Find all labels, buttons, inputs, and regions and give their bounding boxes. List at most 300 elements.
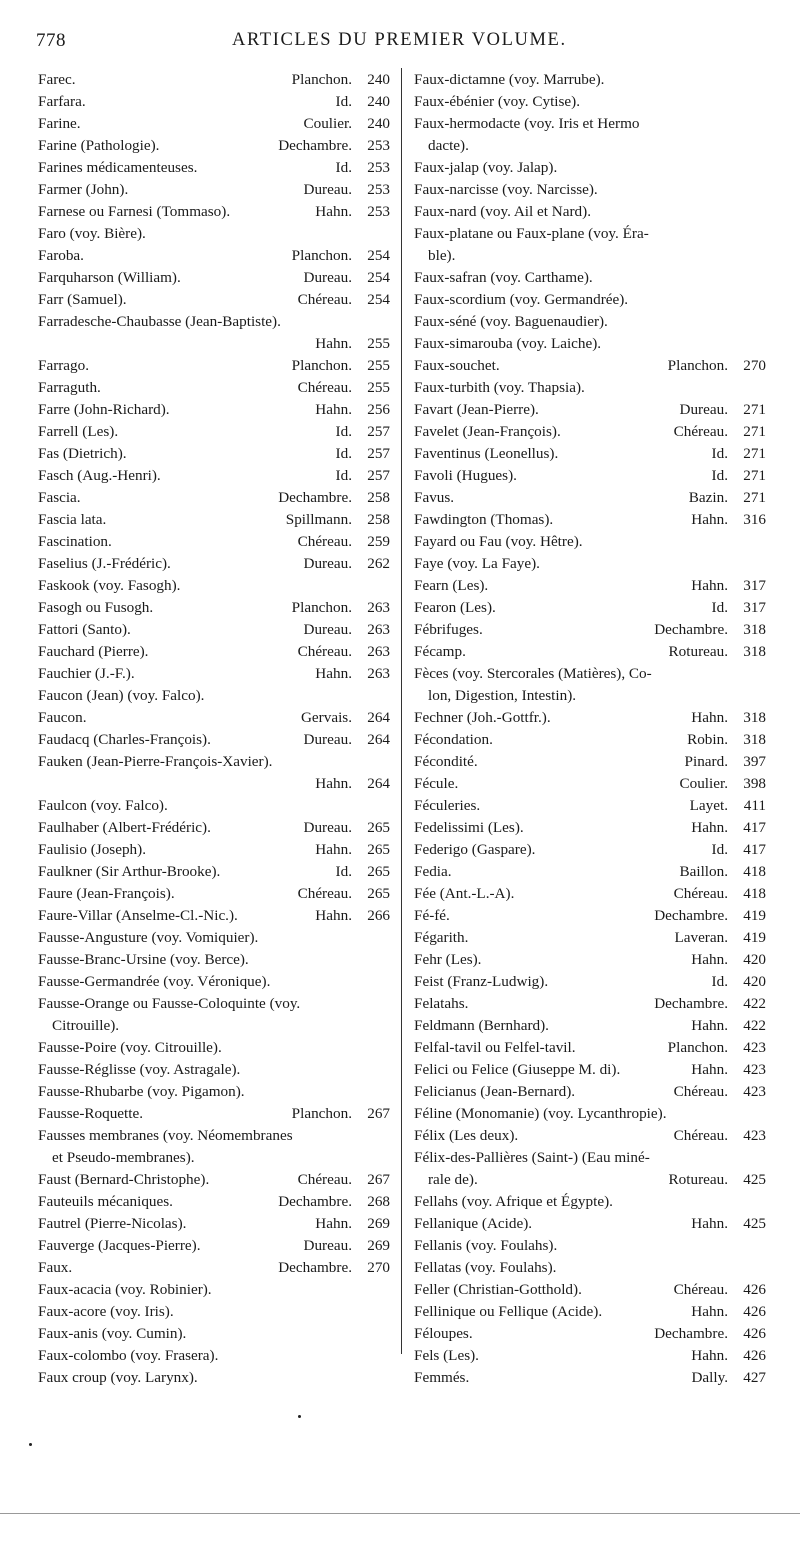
entry-author: Chéreau. [673, 885, 728, 902]
entry-page: 264 [367, 709, 390, 726]
running-title: ARTICLES DU PREMIER VOLUME. [232, 30, 567, 50]
entry-page: 240 [367, 93, 390, 110]
entry-author: Dechambre. [654, 1325, 728, 1342]
entry-author: Planchon. [291, 71, 352, 88]
entry-heading: Faux-nard (voy. Ail et Nard). [414, 203, 591, 220]
entry-author: Hahn. [691, 819, 728, 836]
entry-heading: Faye (voy. La Faye). [414, 555, 540, 572]
index-entry [414, 1323, 766, 1345]
entry-author: Hahn. [691, 1215, 728, 1232]
entry-heading: Fasogh ou Fusogh. Planchon. 263 [38, 597, 390, 619]
entry-author: Rotureau. [668, 1171, 728, 1188]
entry-heading: Fellanis (voy. Foulahs). [414, 1237, 558, 1254]
index-entry [414, 421, 766, 443]
entry-page: 270 [743, 357, 766, 374]
entry-heading: Faux-simarouba (voy. Laiche). [414, 335, 602, 352]
column-divider [401, 68, 402, 1354]
entry-continuation: dacte). [428, 137, 469, 154]
entry-author: Id. [711, 841, 728, 858]
index-entry [414, 201, 766, 223]
entry-heading: Feldmann (Bernhard). Hahn. 422 [414, 1015, 766, 1037]
entry-heading: Farine (Pathologie). Dechambre. 253 [38, 135, 390, 157]
index-entry [38, 1191, 390, 1213]
entry-reference [336, 443, 390, 465]
index-entry [414, 311, 766, 333]
entry-author: Hahn. [315, 203, 352, 220]
entry-page: 266 [367, 907, 390, 924]
entry-reference [712, 971, 766, 993]
entry-heading: Fée (Ant.-L.-A). Chéreau. 418 [414, 883, 766, 905]
index-entry [38, 575, 390, 597]
entry-page: 253 [367, 181, 390, 198]
entry-page: 423 [743, 1083, 766, 1100]
index-entry [414, 91, 766, 113]
entry-page: 268 [367, 1193, 390, 1210]
entry-reference [292, 245, 390, 267]
entry-author: Bazin. [688, 489, 728, 506]
entry-heading: Faux-jalap (voy. Jalap). [414, 159, 558, 176]
entry-reference [304, 179, 391, 201]
entry-author: Planchon. [291, 599, 352, 616]
entry-heading: Féline (Monomanie) (voy. Lycanthropie). [414, 1105, 667, 1122]
entry-heading: Fécondité. Pinard. 397 [414, 751, 766, 773]
entry-reference [315, 1213, 390, 1235]
index-entry [414, 465, 766, 487]
entry-author: Dechambre. [278, 1193, 352, 1210]
index-entry [38, 1367, 390, 1389]
entry-page: 418 [743, 863, 766, 880]
index-entry [414, 993, 766, 1015]
entry-reference [691, 575, 766, 597]
entry-reference [712, 443, 766, 465]
entry-page: 423 [743, 1039, 766, 1056]
entry-heading: Fauchard (Pierre). Chéreau. 263 [38, 641, 390, 663]
index-entry [38, 751, 390, 795]
entry-heading: Faux. Dechambre. 270 [38, 1257, 390, 1279]
entry-reference [685, 751, 766, 773]
entry-heading: Faust (Bernard-Christophe). Chéreau. 267 [38, 1169, 390, 1191]
index-entry [38, 1103, 390, 1125]
entry-heading: Felici ou Felice (Giuseppe M. di). Hahn. 423 [414, 1059, 766, 1081]
entry-heading: Féculeries. Layet. 411 [414, 795, 766, 817]
index-entry [414, 289, 766, 311]
index-entry [38, 707, 390, 729]
entry-heading: Faux-turbith (voy. Thapsia). [414, 379, 585, 396]
index-entry [414, 531, 766, 553]
index-entry [414, 1213, 766, 1235]
entry-reference [712, 839, 766, 861]
entry-author: Dechambre. [278, 489, 352, 506]
entry-page: 425 [743, 1171, 766, 1188]
entry-continuation: et Pseudo-membranes). [52, 1149, 195, 1166]
entry-page: 269 [367, 1237, 390, 1254]
entry-continuation [38, 773, 390, 795]
entry-heading: Felicianus (Jean-Bernard). Chéreau. 423 [414, 1081, 766, 1103]
entry-reference [315, 663, 390, 685]
entry-reference [691, 1015, 766, 1037]
entry-author: Dureau. [303, 269, 352, 286]
entry-heading: Fearn (Les). Hahn. 317 [414, 575, 766, 597]
entry-page: 253 [367, 137, 390, 154]
entry-heading: Fauverge (Jacques-Pierre). Dureau. 269 [38, 1235, 390, 1257]
entry-heading: Felfal-tavil ou Felfel-tavil. Planchon. 423 [414, 1037, 766, 1059]
entry-reference [336, 861, 390, 883]
index-entry [414, 619, 766, 641]
entry-page: 271 [743, 401, 766, 418]
entry-page: 426 [743, 1325, 766, 1342]
entry-page: 316 [743, 511, 766, 528]
entry-author: Pinard. [684, 753, 728, 770]
index-entry [38, 1081, 390, 1103]
entry-reference [691, 1213, 766, 1235]
index-entry [414, 773, 766, 795]
index-entry [38, 245, 390, 267]
entry-heading: Fausse-Rhubarbe (voy. Pigamon). [38, 1083, 245, 1100]
entry-reference [315, 201, 390, 223]
entry-author: Dureau. [303, 1237, 352, 1254]
footer-rule [0, 1513, 800, 1514]
index-entry [414, 69, 766, 91]
entry-continuation [38, 333, 390, 355]
entry-author: Hahn. [315, 907, 352, 924]
entry-heading: Fausse-Orange ou Fausse-Coloquinte (voy. [38, 995, 301, 1012]
entry-heading: Feller (Christian-Gotthold). Chéreau. 426 [414, 1279, 766, 1301]
entry-page: 417 [743, 819, 766, 836]
index-entry [414, 641, 766, 663]
index-entry [38, 399, 390, 421]
index-entry [38, 201, 390, 223]
entry-author: Id. [335, 423, 352, 440]
entry-reference [687, 729, 766, 751]
entry-reference [304, 729, 391, 751]
index-entry [38, 729, 390, 751]
entry-author: Coulier. [303, 115, 352, 132]
index-entry [38, 509, 390, 531]
entry-heading: Faure-Villar (Anselme-Cl.-Nic.). Hahn. 266 [38, 905, 390, 927]
entry-heading: Farre (John-Richard). Hahn. 256 [38, 399, 390, 421]
entry-heading: Fellinique ou Fellique (Acide). Hahn. 426 [414, 1301, 766, 1323]
ink-speck [29, 1443, 32, 1446]
index-entry [414, 971, 766, 993]
index-entry [414, 839, 766, 861]
entry-heading: Faucon. Gervais. 264 [38, 707, 390, 729]
entry-heading: Fégarith. Laveran. 419 [414, 927, 766, 949]
entry-heading: Faure (Jean-François). Chéreau. 265 [38, 883, 390, 905]
entry-page: 255 [367, 357, 390, 374]
entry-author: Id. [711, 467, 728, 484]
entry-page: 257 [367, 445, 390, 462]
entry-heading: Farraguth. Chéreau. 255 [38, 377, 390, 399]
index-entry [38, 1301, 390, 1323]
entry-page: 257 [367, 467, 390, 484]
entry-author: Dureau. [679, 401, 728, 418]
entry-page: 423 [743, 1061, 766, 1078]
entry-heading: Faux-narcisse (voy. Narcisse). [414, 181, 598, 198]
entry-author: Planchon. [667, 1039, 728, 1056]
entry-heading: Favoli (Hugues). Id. 271 [414, 465, 766, 487]
index-entry [38, 355, 390, 377]
entry-author: Chéreau. [297, 379, 352, 396]
entry-heading: Fellahs (voy. Afrique et Égypte). [414, 1193, 613, 1210]
index-entry [38, 795, 390, 817]
index-entry [414, 355, 766, 377]
index-entry [38, 1169, 390, 1191]
entry-page: 265 [367, 819, 390, 836]
entry-reference [278, 135, 390, 157]
entry-reference [303, 113, 390, 135]
entry-page: 267 [367, 1105, 390, 1122]
entry-heading: Faux-séné (voy. Baguenaudier). [414, 313, 608, 330]
entry-reference [286, 509, 390, 531]
entry-page: 262 [367, 555, 390, 572]
entry-reference [315, 773, 390, 795]
index-entry [414, 795, 766, 817]
index-entry [414, 949, 766, 971]
entry-reference [278, 487, 390, 509]
index-entry [414, 1345, 766, 1367]
entry-heading: Fausse-Poire (voy. Citrouille). [38, 1039, 222, 1056]
entry-heading: Félix (Les deux). Chéreau. 423 [414, 1125, 766, 1147]
entry-reference [691, 1345, 766, 1367]
index-entry [414, 113, 766, 157]
entry-heading: Fébrifuges. Dechambre. 318 [414, 619, 766, 641]
entry-reference [680, 399, 767, 421]
index-entry [38, 223, 390, 245]
entry-author: Dureau. [303, 731, 352, 748]
entry-author: Hahn. [691, 1303, 728, 1320]
entry-heading: Fechner (Joh.-Gottfr.). Hahn. 318 [414, 707, 766, 729]
entry-heading: Fattori (Santo). Dureau. 263 [38, 619, 390, 641]
entry-heading: Favart (Jean-Pierre). Dureau. 271 [414, 399, 766, 421]
entry-author: Hahn. [691, 1017, 728, 1034]
index-entry [38, 861, 390, 883]
entry-reference [679, 861, 766, 883]
entry-heading: Fèces (voy. Stercorales (Matières), Co- [414, 665, 652, 682]
entry-author: Id. [711, 973, 728, 990]
entry-page: 256 [367, 401, 390, 418]
entry-page: 257 [367, 423, 390, 440]
entry-heading: Faulkner (Sir Arthur-Brooke). Id. 265 [38, 861, 390, 883]
entry-reference [336, 157, 390, 179]
entry-heading: Fehr (Les). Hahn. 420 [414, 949, 766, 971]
entry-page: 422 [743, 1017, 766, 1034]
entry-page: 318 [743, 643, 766, 660]
entry-page: 240 [367, 115, 390, 132]
entry-heading: Faro (voy. Bière). [38, 225, 146, 242]
entry-author: Dechambre. [278, 137, 352, 154]
index-entry [414, 883, 766, 905]
entry-heading: Fausse-Germandrée (voy. Véronique). [38, 973, 271, 990]
index-entry [414, 443, 766, 465]
entry-heading: Fawdington (Thomas). Hahn. 316 [414, 509, 766, 531]
entry-heading: Fascia lata. Spillmann. 258 [38, 509, 390, 531]
index-entry [38, 1257, 390, 1279]
entry-heading: Farr (Samuel). Chéreau. 254 [38, 289, 390, 311]
entry-author: Dechambre. [654, 995, 728, 1012]
index-entry [38, 91, 390, 113]
index-entry [414, 707, 766, 729]
entry-reference [336, 465, 390, 487]
entry-page: 271 [743, 423, 766, 440]
entry-author: Rotureau. [668, 643, 728, 660]
entry-heading: Fayard ou Fau (voy. Hêtre). [414, 533, 583, 550]
entry-reference [668, 355, 766, 377]
entry-author: Dechambre. [654, 621, 728, 638]
entry-heading: Fautrel (Pierre-Nicolas). Hahn. 269 [38, 1213, 390, 1235]
index-entry [414, 553, 766, 575]
index-entry [38, 289, 390, 311]
index-entry [414, 1081, 766, 1103]
entry-reference [674, 1279, 766, 1301]
entry-reference [304, 619, 391, 641]
entry-heading: Fécule. Coulier. 398 [414, 773, 766, 795]
entry-author: Baillon. [679, 863, 728, 880]
entry-heading: Farradesche-Chaubasse (Jean-Baptiste). [38, 313, 281, 330]
entry-heading: Fascination. Chéreau. 259 [38, 531, 390, 553]
entry-reference [298, 289, 390, 311]
entry-heading: Fedelissimi (Les). Hahn. 417 [414, 817, 766, 839]
entry-reference [292, 69, 390, 91]
entry-page: 397 [743, 753, 766, 770]
entry-page: 318 [743, 731, 766, 748]
index-entry [38, 311, 390, 355]
entry-reference [315, 333, 390, 355]
index-entry [414, 1235, 766, 1257]
index-entry [414, 1191, 766, 1213]
entry-heading: Fé-fé. Dechambre. 419 [414, 905, 766, 927]
entry-reference [292, 1103, 390, 1125]
entry-reference [674, 421, 766, 443]
index-entry [414, 509, 766, 531]
entry-heading: Felatahs. Dechambre. 422 [414, 993, 766, 1015]
entry-author: Chéreau. [673, 1083, 728, 1100]
index-entry [38, 487, 390, 509]
entry-page: 270 [367, 1259, 390, 1276]
entry-page: 423 [743, 1127, 766, 1144]
entry-page: 271 [743, 445, 766, 462]
index-entry [414, 663, 766, 707]
page-header [36, 30, 776, 60]
entry-page: 418 [743, 885, 766, 902]
entry-author: Laveran. [674, 929, 728, 946]
entry-heading: Faudacq (Charles-François). Dureau. 264 [38, 729, 390, 751]
entry-page: 422 [743, 995, 766, 1012]
entry-heading: Fasch (Aug.-Henri). Id. 257 [38, 465, 390, 487]
entry-page: 253 [367, 203, 390, 220]
entry-author: Dureau. [303, 819, 352, 836]
entry-reference [315, 839, 390, 861]
entry-page: 254 [367, 269, 390, 286]
entry-reference [304, 817, 391, 839]
entry-heading: Femmés. Dally. 427 [414, 1367, 766, 1389]
entry-page: 427 [743, 1369, 766, 1386]
entry-heading: Fearon (Les). Id. 317 [414, 597, 766, 619]
entry-reference [674, 927, 766, 949]
index-entry [38, 553, 390, 575]
entry-heading: Faux-ébénier (voy. Cytise). [414, 93, 581, 110]
entry-author: Chéreau. [673, 423, 728, 440]
entry-heading: Faucon (Jean) (voy. Falco). [38, 687, 205, 704]
entry-heading: Fellanique (Acide). Hahn. 425 [414, 1213, 766, 1235]
entry-heading: Faulcon (voy. Falco). [38, 797, 168, 814]
entry-continuation: ble). [428, 247, 456, 264]
entry-page: 426 [743, 1281, 766, 1298]
entry-heading: Faulisio (Joseph). Hahn. 265 [38, 839, 390, 861]
entry-heading: Fauchier (J.-F.). Hahn. 263 [38, 663, 390, 685]
entry-author: Chéreau. [297, 885, 352, 902]
entry-page: 317 [743, 577, 766, 594]
entry-page: 271 [743, 467, 766, 484]
entry-heading: Farnese ou Farnesi (Tommaso). Hahn. 253 [38, 201, 390, 223]
entry-heading: Farines médicamenteuses. Id. 253 [38, 157, 390, 179]
index-entry [38, 927, 390, 949]
ink-speck [298, 1415, 301, 1418]
entry-continuation: rale de). Rotureau. 425 [414, 1169, 766, 1191]
entry-page: 240 [367, 71, 390, 88]
entry-page: 417 [743, 841, 766, 858]
entry-page: 265 [367, 885, 390, 902]
index-entry [414, 267, 766, 289]
entry-page: 258 [367, 511, 390, 528]
index-entry [38, 1279, 390, 1301]
entry-reference [315, 905, 390, 927]
entry-reference [298, 1169, 390, 1191]
index-entry [38, 817, 390, 839]
entry-reference [674, 1125, 766, 1147]
entry-author: Hahn. [691, 511, 728, 528]
entry-page: 253 [367, 159, 390, 176]
entry-heading: Féloupes. Dechambre. 426 [414, 1323, 766, 1345]
index-entry [38, 531, 390, 553]
entry-heading: Farine. Coulier. 240 [38, 113, 390, 135]
entry-heading: Faux-scordium (voy. Germandrée). [414, 291, 629, 308]
index-entry [38, 839, 390, 861]
entry-author: Planchon. [667, 357, 728, 374]
entry-page: 411 [743, 797, 766, 814]
index-entry [38, 685, 390, 707]
entry-page: 318 [743, 621, 766, 638]
entry-reference [691, 817, 766, 839]
entry-author: Hahn. [315, 335, 352, 352]
entry-author: Chéreau. [297, 1171, 352, 1188]
entry-reference [301, 707, 390, 729]
entry-author: Hahn. [691, 709, 728, 726]
entry-author: Dureau. [303, 621, 352, 638]
entry-heading: Fascia. Dechambre. 258 [38, 487, 390, 509]
entry-reference [691, 1301, 766, 1323]
entry-heading: Fels (Les). Hahn. 426 [414, 1345, 766, 1367]
entry-heading: Farrago. Planchon. 255 [38, 355, 390, 377]
entry-reference [712, 597, 766, 619]
entry-heading: Farmer (John). Dureau. 253 [38, 179, 390, 201]
index-entry [414, 1367, 766, 1389]
entry-heading: Fécamp. Rotureau. 318 [414, 641, 766, 663]
index-entry [414, 575, 766, 597]
entry-page: 263 [367, 665, 390, 682]
index-entry [38, 421, 390, 443]
entry-heading: Fellatas (voy. Foulahs). [414, 1259, 557, 1276]
entry-page: 269 [367, 1215, 390, 1232]
index-entry [414, 1301, 766, 1323]
entry-page: 318 [743, 709, 766, 726]
index-entry [38, 993, 390, 1037]
entry-heading: Fausse-Roquette. Planchon. 267 [38, 1103, 390, 1125]
entry-author: Dechambre. [278, 1259, 352, 1276]
entry-heading: Fedia. Baillon. 418 [414, 861, 766, 883]
index-entry [38, 1235, 390, 1257]
entry-heading: Fausse-Branc-Ursine (voy. Berce). [38, 951, 249, 968]
entry-reference [669, 641, 766, 663]
